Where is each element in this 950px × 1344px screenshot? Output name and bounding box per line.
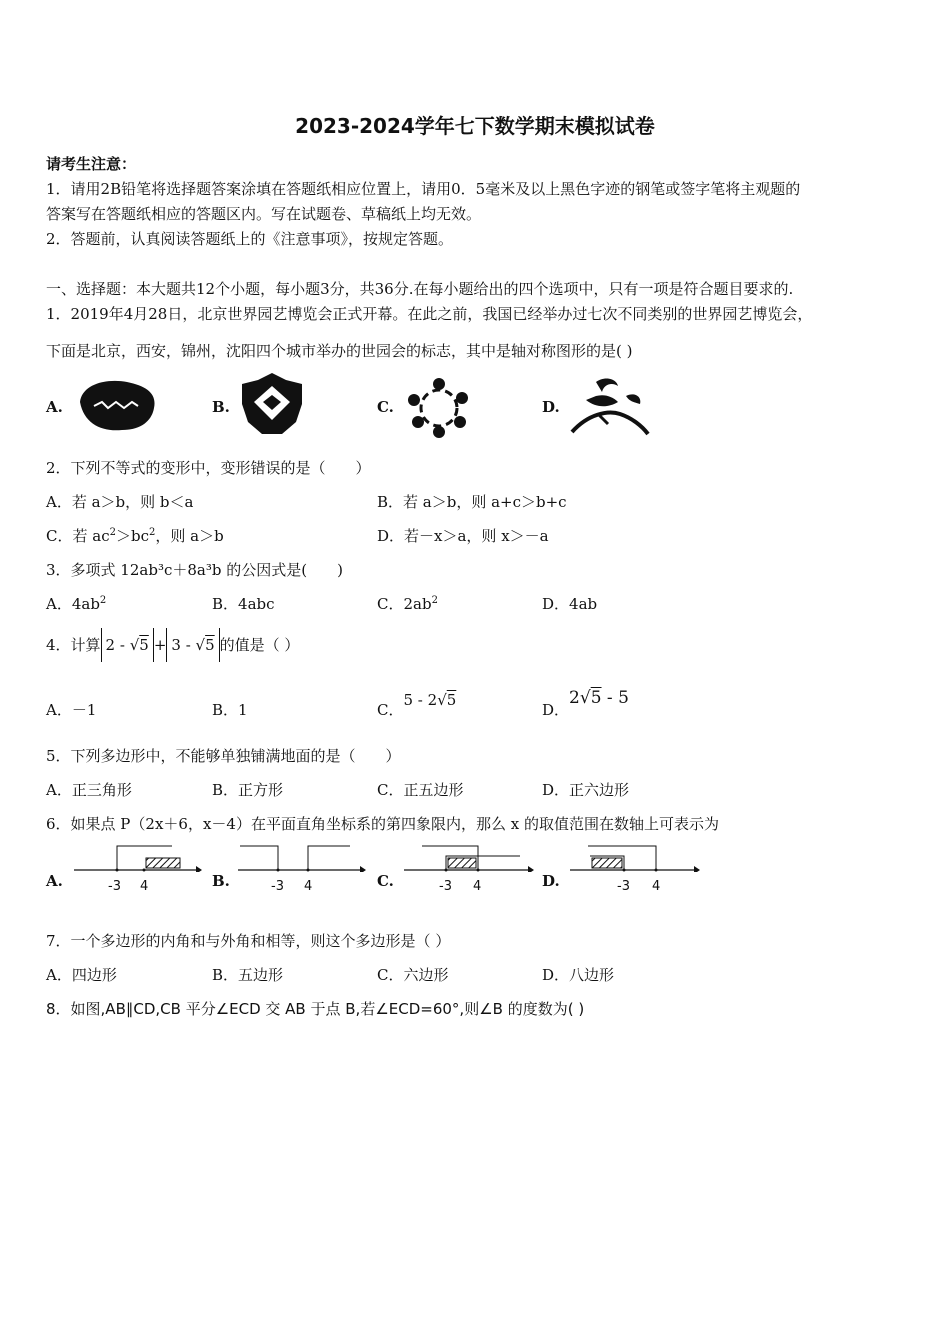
- q6-a-tick-minus3: -3: [108, 879, 121, 894]
- notice-line-1: 1．请用2B铅笔将选择题答案涂填在答题纸相应位置上，请用0．5毫米及以上黑色字迹的钢笔或签字笔将主观题的: [46, 180, 801, 198]
- q3-option-d: D．4ab: [542, 595, 598, 613]
- q6-b-tick-minus3: -3: [271, 879, 284, 894]
- q6-b-tick-4: 4: [304, 879, 313, 894]
- q1-stem-line-1: 1．2019年4月28日，北京世界园艺博览会正式开幕。在此之前，我国已经举办过七次不同类别的世界园艺博览会，: [46, 305, 813, 323]
- q8-stem: 8．如图,AB∥CD,CB 平分∠ECD 交 AB 于点 B,若∠ECD=60°,则∠B 的度数为( ): [46, 1000, 585, 1018]
- q6-option-d-number-line: [568, 842, 700, 872]
- q6-option-b-label: B.: [212, 872, 230, 890]
- q4-stem: 4．计算 2 - √5 + 3 - √5 的值是（ ）: [46, 628, 299, 662]
- q6-d-tick-4: 4: [652, 879, 661, 894]
- q6-a-tick-4: 4: [140, 879, 149, 894]
- q2-option-d: D．若－x＞a，则 x＞－a: [377, 527, 549, 545]
- page-title: 2023-2024学年七下数学期末模拟试卷: [295, 114, 655, 138]
- shenyang-logo-image: [568, 374, 652, 438]
- q5-option-b: B．正方形: [212, 781, 284, 799]
- q5-option-a: A．正三角形: [46, 781, 132, 799]
- q2-option-a: A．若 a＞b，则 b＜a: [46, 493, 194, 511]
- q7-option-b: B．五边形: [212, 966, 284, 984]
- q5-option-c: C．正五边形: [377, 781, 464, 799]
- q6-stem: 6．如果点 P（2x＋6，x－4）在平面直角坐标系的第四象限内，那么 x 的取值范围在数轴上可表示为: [46, 815, 719, 833]
- q1-option-b-label: B.: [212, 398, 230, 416]
- jinzhou-logo-image: [402, 372, 476, 440]
- q4-abs-2: 3 - √5: [166, 628, 219, 662]
- q4-option-a: A．－1: [46, 701, 97, 719]
- q6-option-b-number-line: [236, 842, 366, 872]
- q1-stem-line-2: 下面是北京，西安，锦州，沈阳四个城市举办的世园会的标志，其中是轴对称图形的是( ): [46, 342, 633, 360]
- q6-c-tick-minus3: -3: [439, 879, 452, 894]
- q1-option-a-label: A.: [46, 398, 63, 416]
- q7-stem: 7．一个多边形的内角和与外角和相等，则这个多边形是（ ）: [46, 932, 451, 950]
- q7-option-d: D．八边形: [542, 966, 615, 984]
- q1-option-d-label: D.: [542, 398, 560, 416]
- q7-option-a: A．四边形: [46, 966, 117, 984]
- section-heading: 一、选择题：本大题共12个小题，每小题3分，共36分.在每小题给出的四个选项中，只有一项是符合题目要求的.: [46, 280, 794, 298]
- q2-option-b: B．若 a＞b，则 a+c＞b+c: [377, 493, 567, 511]
- q6-c-tick-4: 4: [473, 879, 482, 894]
- beijing-logo-image: [72, 372, 162, 436]
- q4-option-c: C．5 - 2√5: [377, 691, 457, 719]
- q6-option-a-label: A.: [46, 872, 63, 890]
- q3-stem: 3．多项式 12ab³c＋8a³b 的公因式是( ): [46, 561, 343, 579]
- q4-abs-1: 2 - √5: [101, 628, 154, 662]
- q6-option-c-label: C.: [377, 872, 394, 890]
- q1-option-c-label: C.: [377, 398, 394, 416]
- q4-option-d: D．2√5 - 5: [542, 688, 629, 719]
- q2-option-c: C．若 $ac^2>bc^2$，则 a＞b: [46, 527, 224, 545]
- q3-option-a: A．$4ab^2$: [46, 595, 107, 613]
- q5-option-d: D．正六边形: [542, 781, 630, 799]
- q2-stem: 2．下列不等式的变形中，变形错误的是（ ）: [46, 459, 371, 477]
- notice-line-1b: 答案写在答题纸相应的答题区内。写在试题卷、草稿纸上均无效。: [46, 205, 482, 223]
- q5-stem: 5．下列多边形中，不能够单独铺满地面的是（ ）: [46, 747, 401, 765]
- q6-option-d-label: D.: [542, 872, 560, 890]
- q4-option-b: B．1: [212, 701, 248, 719]
- q3-option-b: B．4abc: [212, 595, 275, 613]
- q6-d-tick-minus3: -3: [617, 879, 630, 894]
- q3-option-c: C．$2ab^2$: [377, 595, 438, 613]
- q6-option-a-number-line: [72, 842, 202, 872]
- q7-option-c: C．六边形: [377, 966, 449, 984]
- xian-logo-image: [236, 370, 308, 438]
- notice-line-2: 2．答题前，认真阅读答题纸上的《注意事项》，按规定答题。: [46, 230, 454, 248]
- notice-heading: 请考生注意：: [46, 155, 137, 173]
- q6-option-c-number-line: [402, 842, 534, 872]
